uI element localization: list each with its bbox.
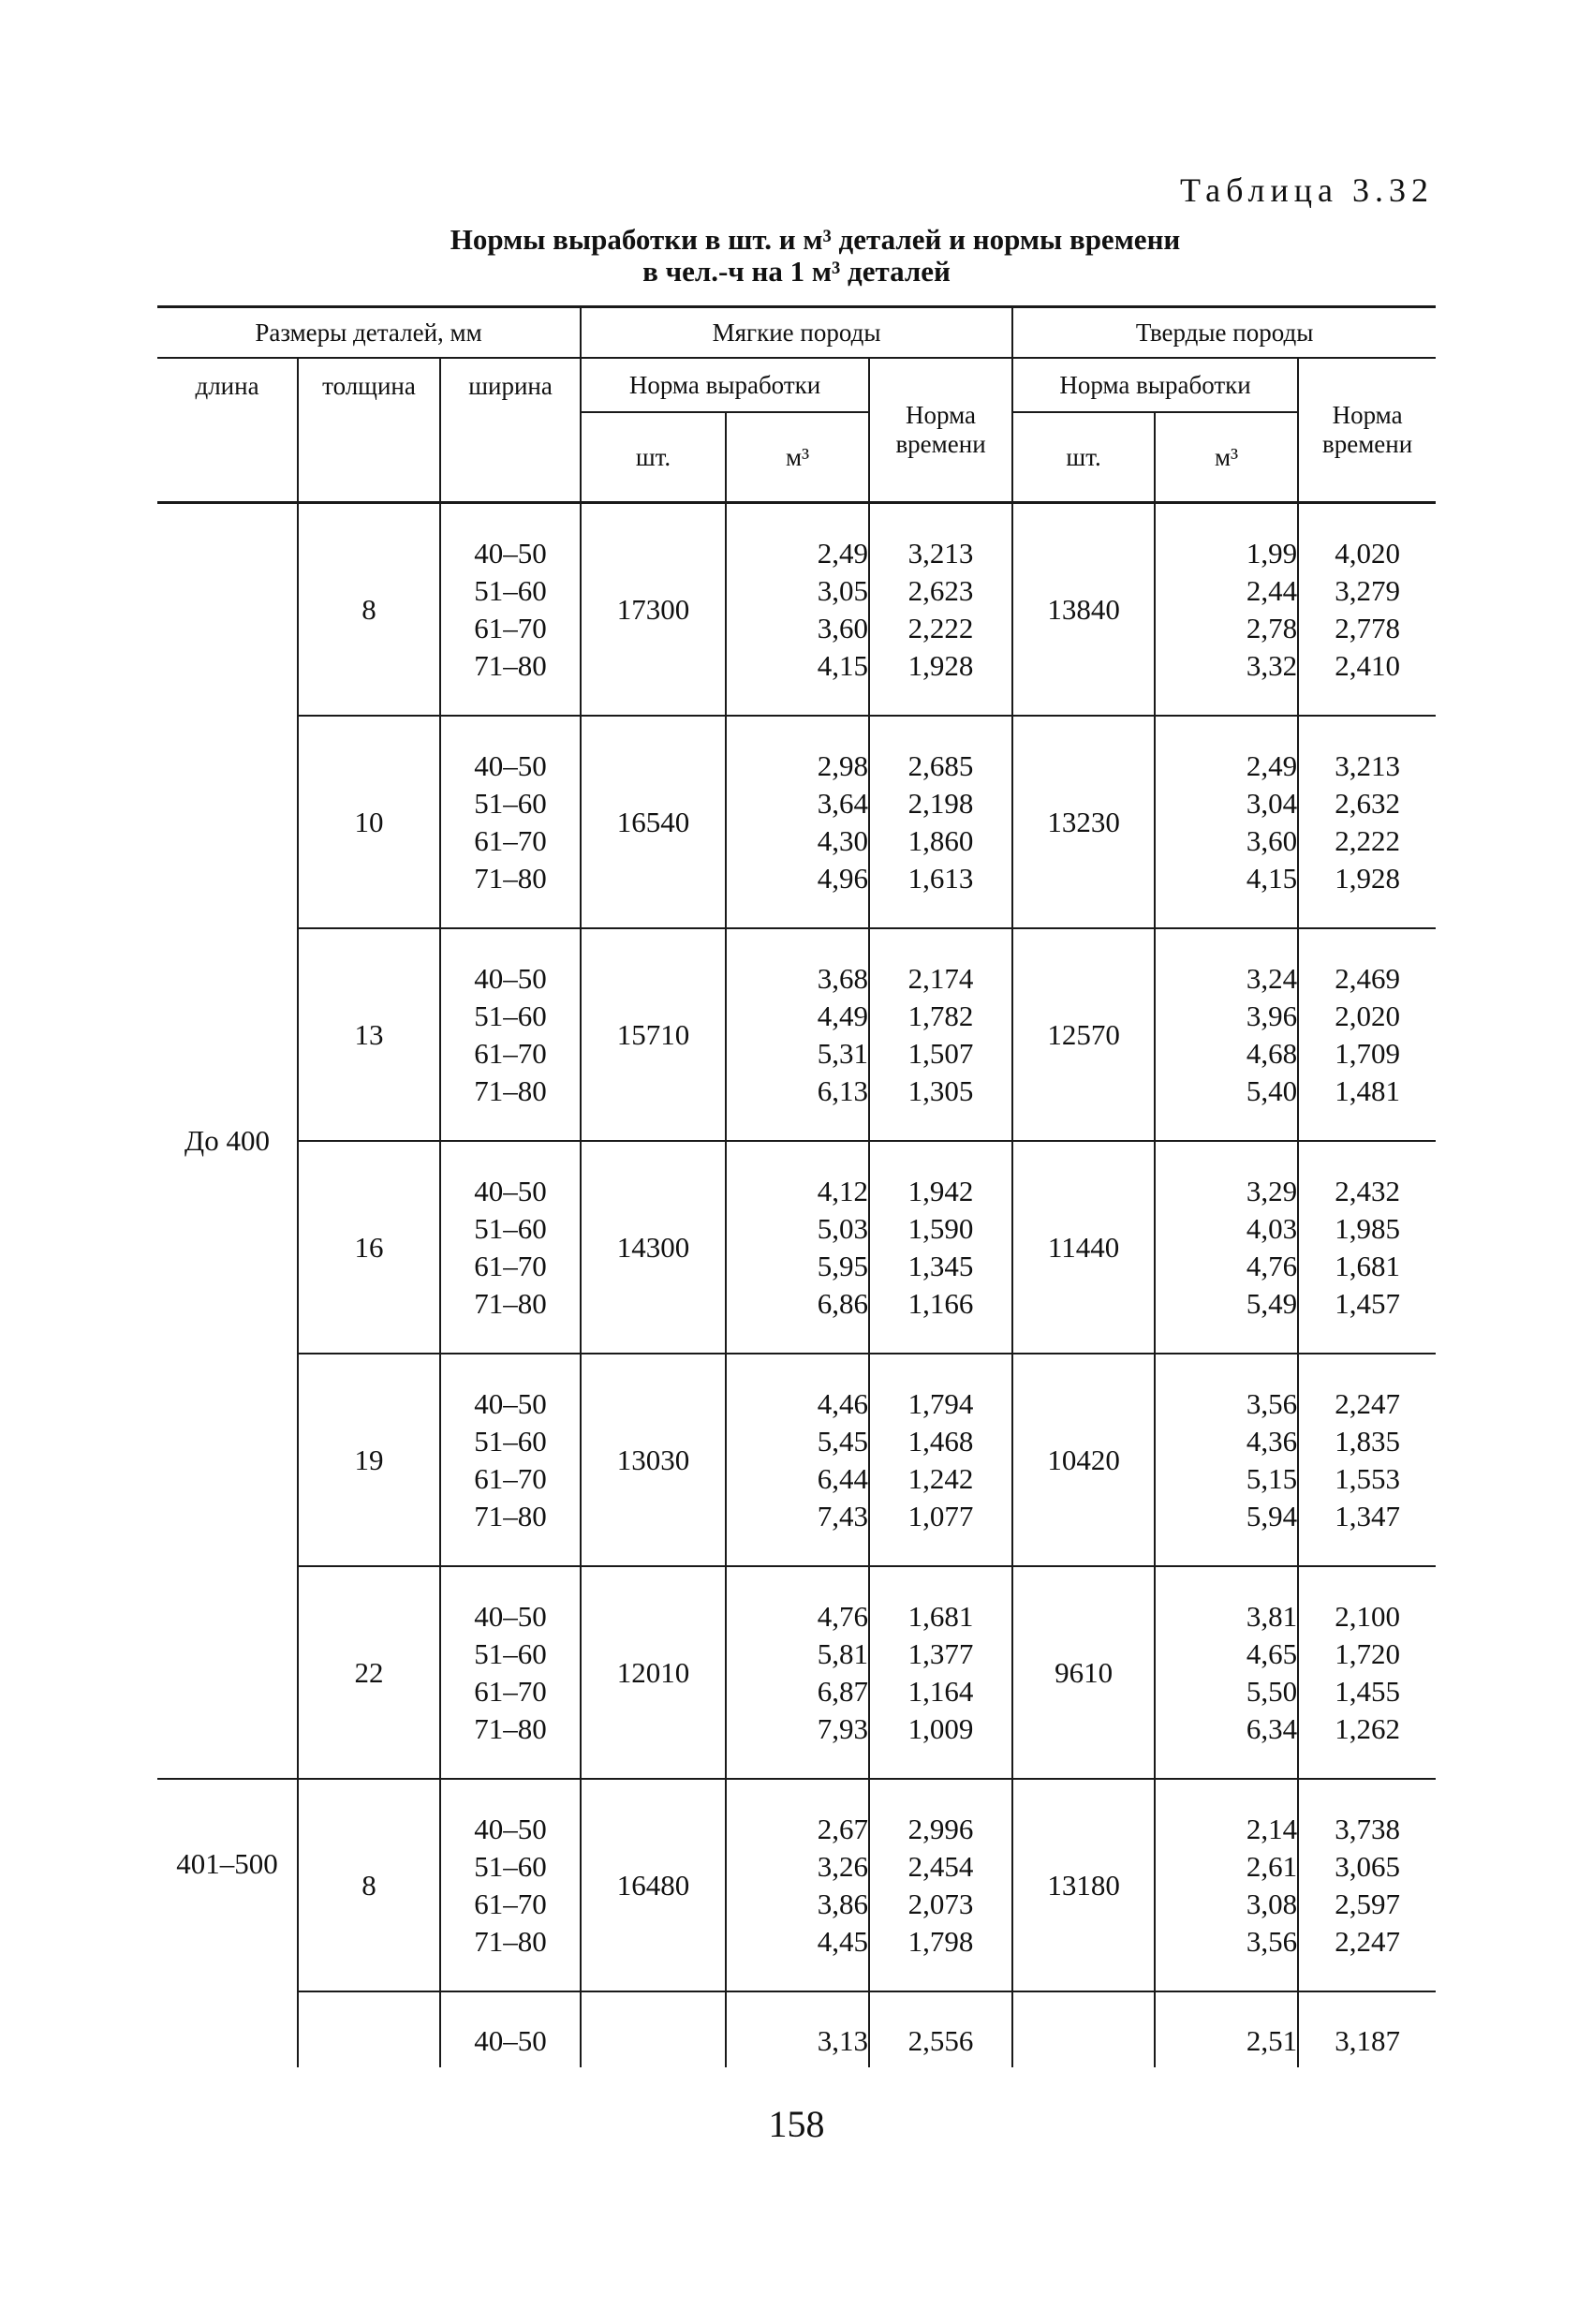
thickness-cell: 22 [298,1566,440,1779]
soft-pcs-cell: 16540 [581,716,726,928]
header-soft: Мягкие породы [581,307,1012,359]
table-row [157,1566,1436,1779]
header-length: длина [157,358,298,503]
hard-time-cell: 4,020 3,279 2,778 2,410 [1298,503,1436,717]
thickness-cell: 8 [298,503,440,717]
header-hard-time: Норма времени [1298,358,1436,503]
width-cell: 40–50 51–60 61–70 71–80 [440,1354,581,1566]
table-row [157,716,1436,928]
hard-pcs-cell: 11440 [1012,1141,1155,1354]
thickness-cell: 19 [298,1354,440,1566]
hard-m3-cell: 2,49 3,04 3,60 4,15 [1155,716,1298,928]
hard-time-cell: 2,247 1,835 1,553 1,347 [1298,1354,1436,1566]
soft-time-cell: 1,681 1,377 1,164 1,009 [869,1566,1012,1779]
header-width: ширина [440,358,581,503]
thickness-cell: 16 [298,1141,440,1354]
soft-pcs-cell: 17300 [581,503,726,717]
table-row [157,1779,1436,1991]
table-row [157,503,1436,717]
page-number: 158 [768,2103,825,2145]
hard-m3-cell: 3,81 4,65 5,50 6,34 [1155,1566,1298,1779]
soft-m3-cell: 3,13 [726,1991,869,2067]
thickness-cell: 8 [298,1779,440,1991]
soft-m3-cell: 2,98 3,64 4,30 4,96 [726,716,869,928]
soft-m3-cell: 2,49 3,05 3,60 4,15 [726,503,869,717]
header-hard-output: Норма выработки [1012,358,1298,412]
table-row [157,1354,1436,1566]
soft-pcs-cell [581,1991,726,2067]
soft-pcs-cell: 14300 [581,1141,726,1354]
header-soft-m3: м³ [726,412,869,503]
hard-time-cell: 2,100 1,720 1,455 1,262 [1298,1566,1436,1779]
header-sizes: Размеры деталей, мм [157,307,581,359]
table-row-partial [157,1991,1436,2067]
header-soft-pcs: шт. [581,412,726,503]
soft-time-cell: 2,685 2,198 1,860 1,613 [869,716,1012,928]
hard-time-cell: 2,432 1,985 1,681 1,457 [1298,1141,1436,1354]
soft-time-cell: 2,556 [869,1991,1012,2067]
width-cell: 40–50 51–60 61–70 71–80 [440,1141,581,1354]
table-row [157,1141,1436,1354]
soft-m3-cell: 2,67 3,26 3,86 4,45 [726,1779,869,1991]
hard-m3-cell: 2,14 2,61 3,08 3,56 [1155,1779,1298,1991]
soft-m3-cell: 4,46 5,45 6,44 7,43 [726,1354,869,1566]
hard-m3-cell: 1,99 2,44 2,78 3,32 [1155,503,1298,717]
soft-time-cell: 1,794 1,468 1,242 1,077 [869,1354,1012,1566]
soft-time-cell: 2,996 2,454 2,073 1,798 [869,1779,1012,1991]
header-hard-pcs: шт. [1012,412,1155,503]
header-soft-time: Норма времени [869,358,1012,503]
hard-pcs-cell [1012,1991,1155,2067]
soft-pcs-cell: 15710 [581,928,726,1141]
table-row [157,928,1436,1141]
hard-m3-cell: 3,29 4,03 4,76 5,49 [1155,1141,1298,1354]
table-title-line2: в чел.-ч на 1 м³ деталей [642,255,951,288]
soft-time-cell: 3,213 2,623 2,222 1,928 [869,503,1012,717]
hard-time-cell: 3,213 2,632 2,222 1,928 [1298,716,1436,928]
soft-m3-cell: 4,76 5,81 6,87 7,93 [726,1566,869,1779]
hard-m3-cell: 2,51 [1155,1991,1298,2067]
length-cell: До 400 [157,503,298,1780]
hard-time-cell: 3,738 3,065 2,597 2,247 [1298,1779,1436,1991]
norms-table [157,305,1436,2067]
hard-time-cell: 2,469 2,020 1,709 1,481 [1298,928,1436,1141]
thickness-cell: 10 [298,716,440,928]
hard-pcs-cell: 13230 [1012,716,1155,928]
hard-pcs-cell: 13180 [1012,1779,1155,1991]
table-label: Таблица 3.32 [1180,171,1434,209]
norms-table-container [157,305,1436,2067]
header-thickness: толщина [298,358,440,503]
soft-pcs-cell: 13030 [581,1354,726,1566]
thickness-cell [298,1991,440,2067]
width-cell: 40–50 51–60 61–70 71–80 [440,1779,581,1991]
hard-time-cell: 3,187 [1298,1991,1436,2067]
width-cell: 40–50 51–60 61–70 71–80 [440,716,581,928]
soft-time-cell: 1,942 1,590 1,345 1,166 [869,1141,1012,1354]
hard-pcs-cell: 10420 [1012,1354,1155,1566]
soft-time-cell: 2,174 1,782 1,507 1,305 [869,928,1012,1141]
width-cell: 40–50 [440,1991,581,2067]
header-soft-output: Норма выработки [581,358,869,412]
soft-m3-cell: 4,12 5,03 5,95 6,86 [726,1141,869,1354]
width-cell: 40–50 51–60 61–70 71–80 [440,503,581,717]
width-cell: 40–50 51–60 61–70 71–80 [440,1566,581,1779]
soft-m3-cell: 3,68 4,49 5,31 6,13 [726,928,869,1141]
hard-pcs-cell: 13840 [1012,503,1155,717]
width-cell: 40–50 51–60 61–70 71–80 [440,928,581,1141]
table-body [157,503,1436,2068]
length-cell: 401–500 [157,1779,298,2067]
hard-m3-cell: 3,56 4,36 5,15 5,94 [1155,1354,1298,1566]
hard-pcs-cell: 12570 [1012,928,1155,1141]
thickness-cell: 13 [298,928,440,1141]
soft-pcs-cell: 16480 [581,1779,726,1991]
header-hard: Твердые породы [1012,307,1436,359]
hard-m3-cell: 3,24 3,96 4,68 5,40 [1155,928,1298,1141]
hard-pcs-cell: 9610 [1012,1566,1155,1779]
soft-pcs-cell: 12010 [581,1566,726,1779]
table-title-line1: Нормы выработки в шт. и м³ деталей и нормы времени [450,223,1181,256]
header-hard-m3: м³ [1155,412,1298,503]
